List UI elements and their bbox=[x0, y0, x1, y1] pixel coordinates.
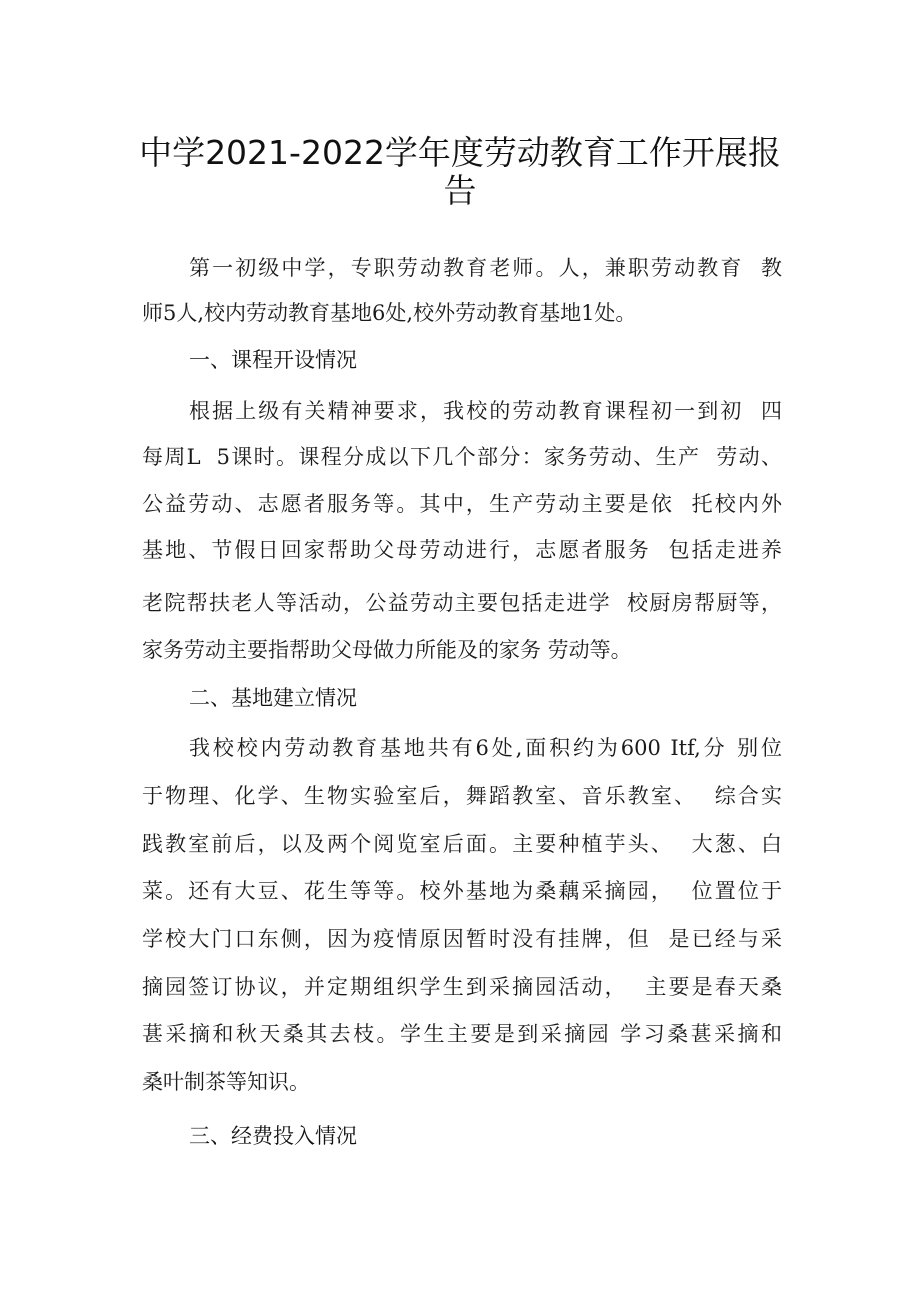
section-2-line-3: 践教室前后，以及两个阅览室后面。主要种植芋头、 大葱、白 bbox=[142, 832, 782, 856]
section-1-line-1: 根据上级有关精神要求，我校的劳动教育课程初一到初 四 bbox=[189, 399, 782, 423]
intro-line-1: 第一初级中学，专职劳动教育老师。人，兼职劳动教育 教 bbox=[189, 256, 782, 280]
section-2-line-6: 摘园签订协议，并定期组织学生到采摘园活动， 主要是春天桑 bbox=[142, 975, 782, 999]
section-2-line-1: 我校校内劳动教育基地共有6处,面积约为600 Itf,分 别位 bbox=[189, 736, 782, 760]
section-2-line-8: 桑叶制茶等知识。 bbox=[142, 1070, 310, 1094]
section-1-heading: 一、课程开设情况 bbox=[189, 348, 357, 372]
section-2-heading: 二、基地建立情况 bbox=[189, 686, 357, 710]
section-2-line-4: 菜。还有大豆、花生等等。校外基地为桑藕采摘园， 位置位于 bbox=[142, 879, 782, 903]
section-1-line-6: 家务劳动主要指帮助父母做力所能及的家务 劳动等。 bbox=[142, 638, 632, 662]
section-2-line-7: 葚采摘和秋天桑其去枝。学生主要是到采摘园 学习桑葚采摘和 bbox=[142, 1022, 782, 1046]
intro-line-2: 师5人,校内劳动教育基地6处,校外劳动教育基地1处。 bbox=[142, 301, 637, 325]
document-title-line-1: 中学2021-2022学年度劳动教育工作开展报 bbox=[139, 133, 781, 172]
section-3-heading: 三、经费投入情况 bbox=[189, 1124, 357, 1148]
section-2-line-2: 于物理、化学、生物实验室后，舞蹈教室、音乐教室、 综合实 bbox=[142, 784, 782, 808]
document-title-line-2: 告 bbox=[443, 171, 477, 210]
section-1-line-2: 每周L 5课时。课程分成以下几个部分：家务劳动、生产 劳动、 bbox=[142, 445, 782, 469]
section-1-line-3: 公益劳动、志愿者服务等。其中，生产劳动主要是依 托校内外 bbox=[142, 492, 782, 516]
section-2-line-5: 学校大门口东侧，因为疫情原因暂时没有挂牌，但 是已经与采 bbox=[142, 927, 782, 951]
section-1-line-5: 老院帮扶老人等活动，公益劳动主要包括走进学 校厨房帮厨等， bbox=[142, 591, 782, 615]
section-1-line-4: 基地、节假日回家帮助父母劳动进行，志愿者服务 包括走进养 bbox=[142, 538, 782, 562]
